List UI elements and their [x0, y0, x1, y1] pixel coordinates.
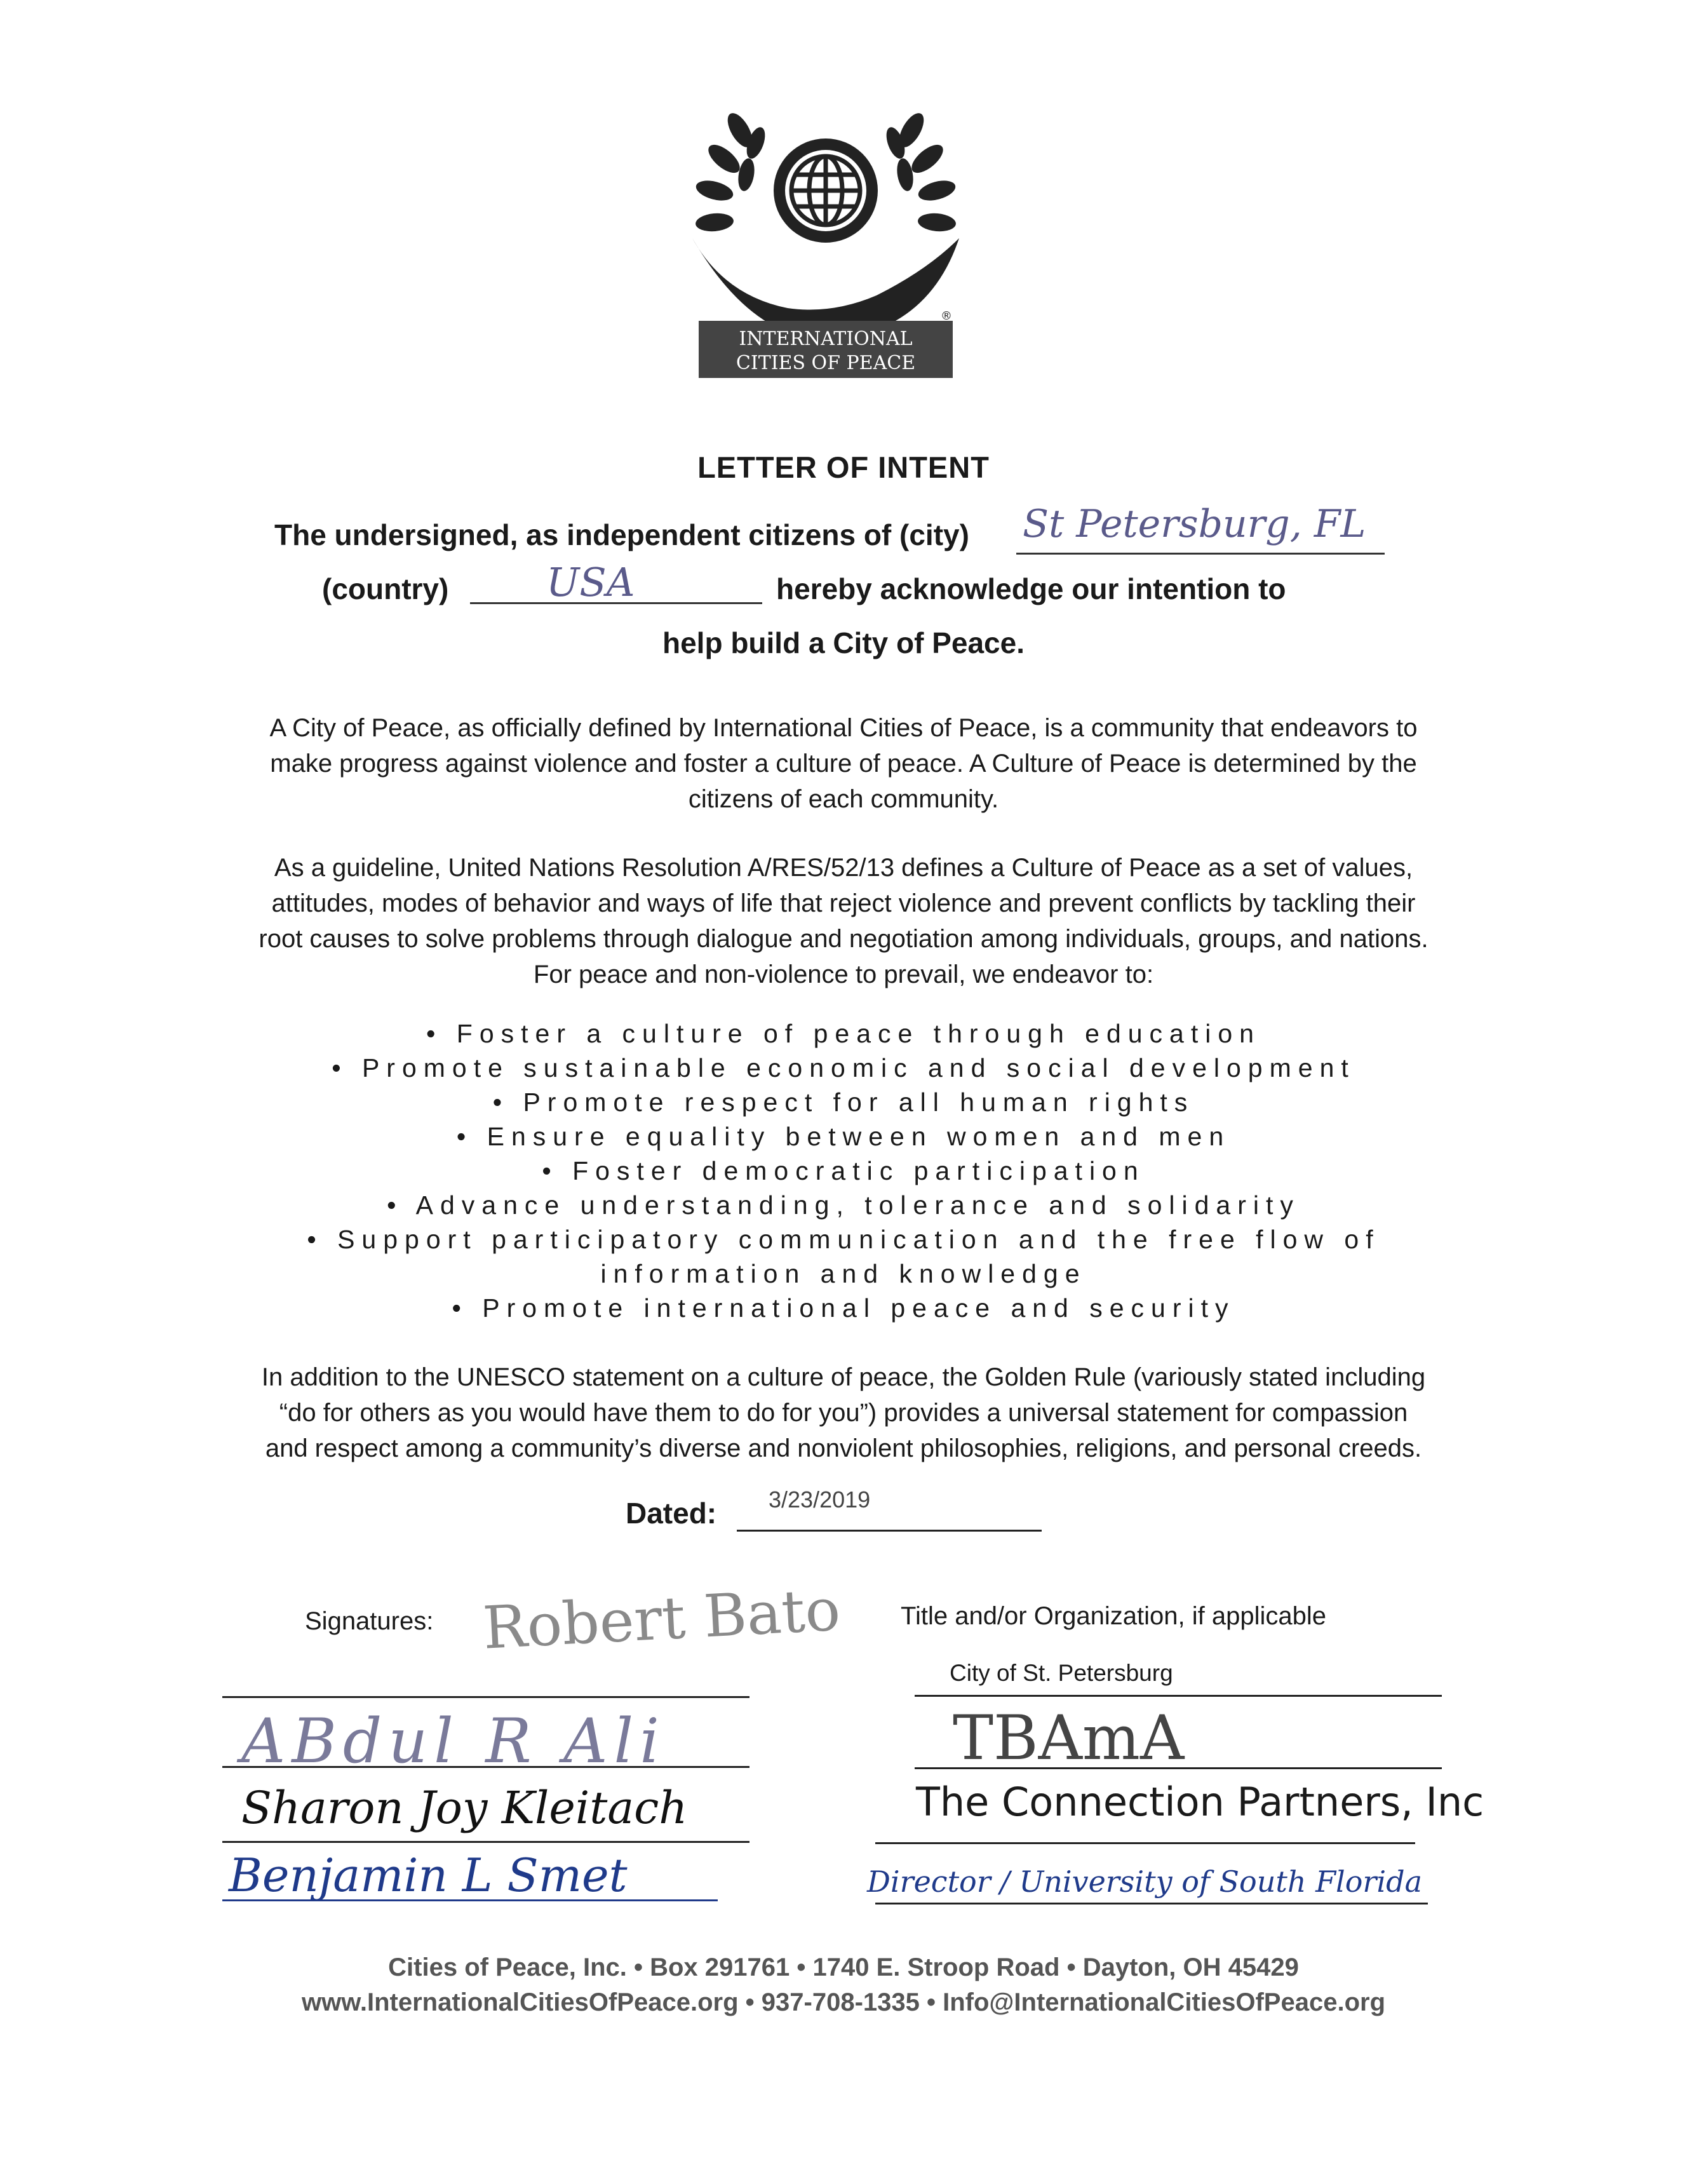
paragraph-line: attitudes, modes of behavior and ways of life that reject violence and prevent conflicts by tackling their: [271, 889, 1416, 917]
bullet-item: • Promote sustainable economic and social development: [332, 1053, 1355, 1082]
paragraph-city-of-peace-definition: [191, 710, 1496, 817]
signature-3: Sharon Joy Kleitach: [241, 1782, 688, 1834]
signature-line-2: [222, 1766, 749, 1768]
paragraph-line: In addition to the UNESCO statement on a culture of peace, the Golden Rule (variously stated including: [261, 1363, 1426, 1391]
title-entry-3: The Connection Partners, Inc: [916, 1779, 1484, 1825]
country-handwritten-value: USA: [546, 559, 635, 605]
dated-line: [737, 1530, 1042, 1532]
paragraph-line: citizens of each community.: [688, 785, 999, 813]
paragraph-line: root causes to solve problems through dialogue and negotiation among individuals, groups, and nations.: [259, 925, 1428, 953]
paragraph-line: As a guideline, United Nations Resolution A/RES/52/13 defines a Culture of Peace as a set of values,: [274, 854, 1413, 882]
bullet-item: • Foster a culture of peace through education: [426, 1019, 1261, 1048]
title-line-3: [875, 1842, 1415, 1844]
dated-value: 3/23/2019: [769, 1486, 871, 1513]
logo-name-line2: CITIES OF PEACE: [736, 352, 916, 374]
bullet-item-continuation: information and knowledge: [600, 1259, 1087, 1288]
bullet-item: • Ensure equality between women and men: [456, 1122, 1231, 1151]
bullet-item: • Advance understanding, tolerance and solidarity: [387, 1190, 1300, 1220]
bullet-item: • Promote respect for all human rights: [492, 1088, 1195, 1117]
signature-line-3: [222, 1841, 749, 1843]
paragraph-golden-rule: [178, 1359, 1509, 1466]
paragraph-line: make progress against violence and foster a culture of peace. A Culture of Peace is determined by the: [270, 750, 1417, 778]
title-line-4: [875, 1903, 1428, 1904]
dove-globe-logo-graphic: [686, 105, 965, 378]
title-organization-label: Title and/or Organization, if applicable: [901, 1602, 1326, 1630]
paragraph-un-resolution: [191, 850, 1496, 992]
culture-of-peace-bullet-list: [191, 1016, 1496, 1325]
title-line-2: [915, 1767, 1442, 1769]
city-blank-line: [1016, 553, 1385, 555]
bullet-item: • Foster democratic participation: [542, 1156, 1145, 1185]
signature-2: ABdul R Ali: [241, 1706, 666, 1777]
signatures-label: Signatures:: [305, 1607, 434, 1635]
paragraph-line: For peace and non-violence to prevail, we endeavor to:: [533, 961, 1154, 988]
title-entry-1: City of St. Petersburg: [950, 1660, 1173, 1686]
city-handwritten-value: St Petersburg, FL: [1023, 502, 1366, 546]
title-entry-4: Director / University of South Florida: [867, 1864, 1422, 1899]
international-cities-of-peace-logo: [686, 105, 965, 378]
page-title: LETTER OF INTENT: [697, 450, 990, 484]
intro-line-1: The undersigned, as independent citizens of (city): [274, 518, 969, 551]
paragraph-line: and respect among a community’s diverse and nonviolent philosophies, religions, and personal creeds.: [265, 1434, 1422, 1462]
registered-mark: ®: [941, 309, 952, 323]
dated-label: Dated:: [626, 1497, 717, 1530]
logo-name-line1: INTERNATIONAL: [739, 328, 913, 350]
signature-line-4: [222, 1899, 718, 1901]
paragraph-line: “do for others as you would have them to do for you”) provides a universal statement for compassion: [279, 1399, 1408, 1427]
signature-1: Robert Bato: [481, 1575, 842, 1662]
footer-contact: www.InternationalCitiesOfPeace.org • 937-708-1335 • Info@InternationalCitiesOfPeace.org: [301, 1988, 1385, 2016]
paragraph-line: A City of Peace, as officially defined by International Cities of Peace, is a community that endeavors to: [269, 714, 1418, 742]
title-line-1: [915, 1695, 1442, 1697]
signature-4: Benjamin L Smet: [229, 1849, 628, 1902]
country-label: (country): [322, 572, 449, 605]
bullet-item: • Support participatory communication and the free flow of: [307, 1225, 1380, 1254]
intro-line-2-end: hereby acknowledge our intention to: [776, 572, 1286, 605]
footer-address: Cities of Peace, Inc. • Box 291761 • 1740 E. Stroop Road • Dayton, OH 45429: [388, 1953, 1299, 1981]
intro-line-3: help build a City of Peace.: [662, 626, 1025, 659]
signature-line-1: [222, 1696, 749, 1698]
title-entry-2: TBAmA: [953, 1702, 1185, 1774]
bullet-item: • Promote international peace and security: [452, 1293, 1235, 1323]
